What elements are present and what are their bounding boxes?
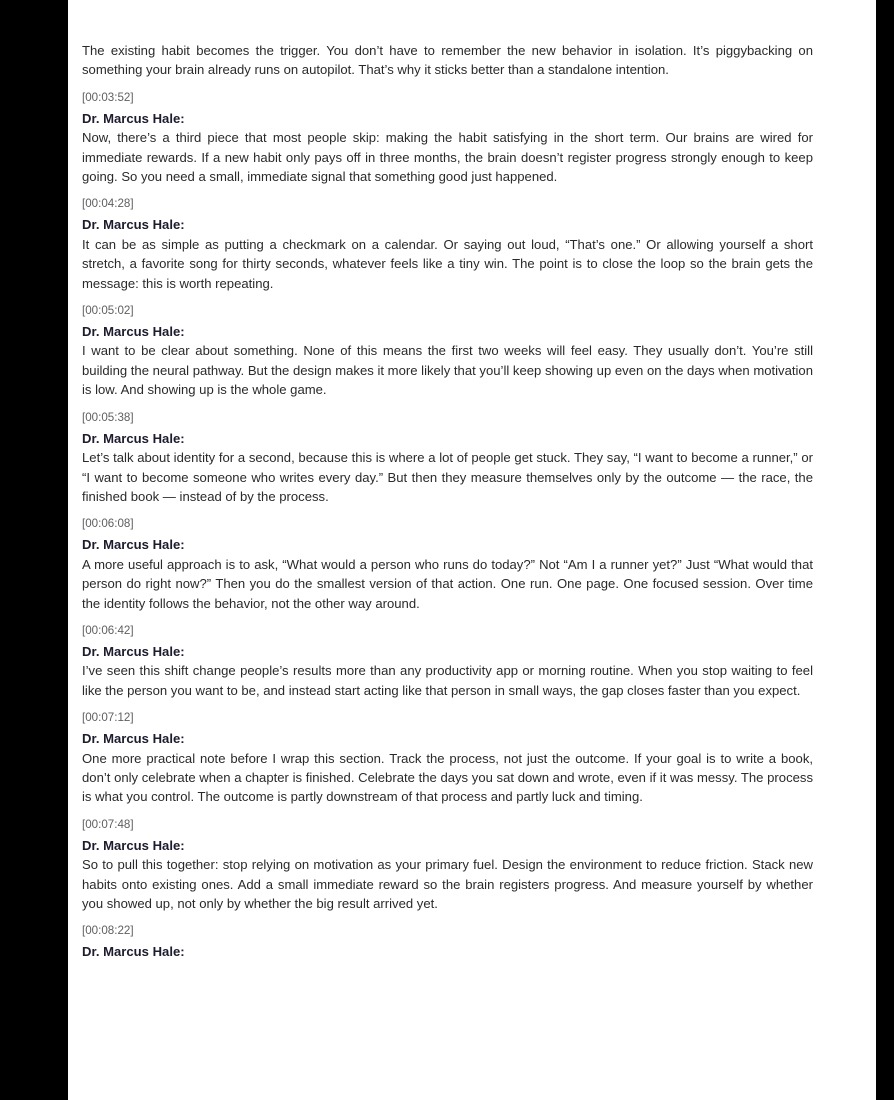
timestamp: [00:08:22] — [82, 924, 134, 938]
speaker-name: Dr. Marcus Hale: — [82, 430, 185, 446]
transcript-entry — [82, 196, 813, 293]
transcript-entry — [82, 710, 813, 807]
transcript-entry — [82, 923, 813, 961]
speaker-name: Dr. Marcus Hale: — [82, 537, 185, 553]
transcript-entry — [82, 303, 813, 400]
speaker-name: Dr. Marcus Hale: — [82, 643, 185, 659]
speaker-name: Dr. Marcus Hale: — [82, 110, 185, 126]
speech-text: Now, there’s a third piece that most people skip: making the habit satisfying in the short term. Our brains are wired for immediate rewards. If a new habit only pays off in three months, the brain doesn’t register progress strongly enough to keep going. So you need a small, immediate signal that something good just happened. — [82, 130, 813, 185]
transcript-entry — [82, 623, 813, 700]
speech-text: Let’s talk about identity for a second, because this is where a lot of people get stuck. They say, “I want to become a runner,” or “I want to become someone who writes every day.” But then they measure themselves only by the outcome — the race, the finished book — instead of by the process. — [82, 450, 813, 504]
speech-text: I’ve seen this shift change people’s results more than any productivity app or morning routine. When you stop waiting to feel like the person you want to be, and instead start acting like that person in small ways, the gap closes faster than you expect. — [82, 663, 813, 698]
document-page — [68, 0, 876, 1100]
timestamp: [00:05:38] — [82, 410, 134, 424]
transcript-entry — [82, 90, 813, 187]
timestamp: [00:07:12] — [82, 711, 134, 725]
transcript-entry — [82, 516, 813, 613]
transcript-body — [82, 41, 813, 972]
speaker-name: Dr. Marcus Hale: — [82, 324, 185, 340]
timestamp: [00:06:08] — [82, 517, 134, 531]
speaker-name: Dr. Marcus Hale: — [82, 837, 185, 853]
speech-text: It can be as simple as putting a checkmark on a calendar. Or saying out loud, “That’s one.” Or allowing yourself a short stretch, a favorite song for thirty seconds, whatever feels like a tiny win. The point is to close the loop so the brain gets the message: this is worth repeating. — [82, 236, 813, 291]
opening-paragraph: The existing habit becomes the trigger. You don’t have to remember the new behavior in isolation. It’s piggybacking on something your brain already runs on autopilot. That’s why it sticks better than a standalone intention. — [82, 43, 813, 78]
timestamp: [00:03:52] — [82, 90, 134, 104]
timestamp: [00:05:02] — [82, 304, 134, 318]
speech-text: One more practical note before I wrap this section. Track the process, not just the outcome. If your goal is to write a book, don’t only celebrate when a chapter is finished. Celebrate the days you sat down and wrote, even if it was messy. The process is what you control. The outcome is partly downstream of that process and partly luck and timing. — [82, 750, 813, 805]
transcript-entry — [82, 410, 813, 507]
timestamp: [00:04:28] — [82, 197, 134, 211]
transcript-entry — [82, 817, 813, 914]
speaker-name: Dr. Marcus Hale: — [82, 731, 185, 747]
speech-text: So to pull this together: stop relying on motivation as your primary fuel. Design the environment to reduce friction. Stack new habits onto existing ones. Add a small immediate reward so the brain registers progress. And measure yourself by whether you showed up, not only by whether the big result arrived yet. — [82, 857, 813, 911]
speaker-name: Dr. Marcus Hale: — [82, 944, 185, 960]
timestamp: [00:06:42] — [82, 623, 134, 637]
speaker-name: Dr. Marcus Hale: — [82, 217, 185, 233]
speech-text: A more useful approach is to ask, “What would a person who runs do today?” Not “Am I a runner yet?” Just “What would that person do right now?” Then you do the smallest version of that action. One run. One page. One focused session. Over time the identity follows the behavior, not the other way around. — [82, 556, 813, 611]
timestamp: [00:07:48] — [82, 817, 134, 831]
speech-text: I want to be clear about something. None of this means the first two weeks will feel easy. They usually don’t. You’re still building the neural pathway. But the design makes it more likely that you’ll keep showing up even on the days when motivation is low. And showing up is the whole game. — [82, 343, 813, 398]
